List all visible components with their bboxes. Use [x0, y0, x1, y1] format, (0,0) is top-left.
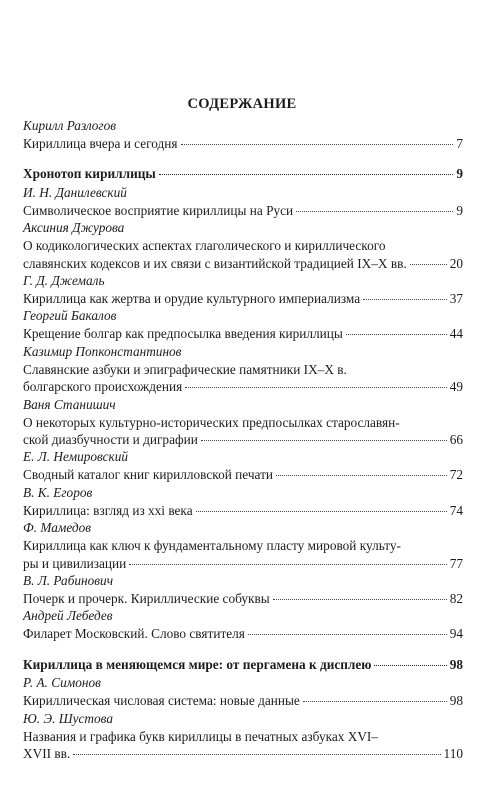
toc-entry-line — [23, 625, 463, 642]
section-title: Хронотоп кириллицы — [23, 166, 156, 182]
page-number: 49 — [449, 379, 463, 395]
entry-title: Кириллица как ключ к фундаментальному пласту мировой культу- — [23, 538, 401, 554]
page-number: 20 — [449, 255, 463, 271]
page-number: 44 — [449, 326, 463, 342]
entry-title: Названия и графика букв кириллицы в печатных азбуках XVI– — [23, 728, 379, 744]
entry-title: Символическое восприятие кириллицы на Руси — [23, 202, 294, 218]
page-number: 77 — [449, 555, 463, 571]
entry-title: Кириллица вчера и сегодня — [23, 136, 178, 151]
toc-author: Кирилл Разлогов — [23, 118, 117, 133]
page-number: 9 — [456, 202, 463, 218]
entry-title: Кириллица: взгляд из xxi века — [23, 502, 193, 518]
dot-leader — [248, 634, 447, 635]
dot-leader — [374, 665, 446, 666]
dot-leader — [129, 564, 446, 565]
dot-leader — [273, 599, 447, 600]
toc-entry-line — [23, 502, 463, 519]
dot-leader — [276, 475, 447, 476]
entry-title: ской диазбучности и диграфии — [23, 432, 198, 447]
toc-section-entry — [23, 656, 463, 673]
toc-author: Е. Л. Немировский — [23, 449, 129, 465]
toc-author: Андрей Лебедев — [23, 608, 113, 624]
dot-leader — [201, 440, 447, 441]
dot-leader — [73, 754, 440, 755]
toc-entry-line — [23, 555, 463, 572]
toc-author: Казимир Попконстантинов — [23, 343, 182, 359]
entry-title: Филарет Московский. Слово святителя — [23, 626, 245, 642]
entry-title: О кодикологических аспектах глаголического и кириллического — [23, 238, 386, 254]
toc-entry-line — [23, 325, 463, 342]
entry-title: О некоторых культурно-исторических предпосылках старославян- — [23, 414, 400, 430]
page-number: 66 — [449, 432, 463, 447]
dot-leader — [196, 511, 447, 512]
toc-entry-line — [23, 135, 463, 152]
toc-entry-line — [23, 202, 463, 219]
toc-author: Георгий Бакалов — [23, 308, 117, 324]
page-number: 98 — [449, 656, 463, 672]
entry-title: славянских кодексов и их связи с византийской традицией IX–X вв. — [23, 255, 407, 271]
entry-title: болгарского происхождения — [23, 379, 183, 395]
toc-entry-line — [23, 290, 463, 307]
page-number: 98 — [449, 693, 463, 709]
page-number: 37 — [449, 291, 463, 306]
toc-author: Ю. Э. Шустова — [23, 710, 113, 726]
toc-section-entry — [23, 165, 463, 182]
page-number: 74 — [449, 502, 463, 518]
toc-author: Ваня Станишич — [23, 396, 116, 412]
toc-entry-line — [23, 590, 463, 607]
page-number: 9 — [456, 166, 463, 182]
toc-author: Г. Д. Джемаль — [23, 273, 105, 288]
section-title: Кириллица в меняющемся мире: от пергамена к дисплею — [23, 656, 372, 672]
toc-entry-line — [23, 378, 463, 395]
entry-title: Крещение болгар как предпосылка введения кириллицы — [23, 326, 343, 342]
dot-leader — [410, 264, 447, 265]
toc-author: И. Н. Данилевский — [23, 184, 127, 200]
toc-author: В. Л. Рабинович — [23, 573, 114, 588]
dot-leader — [296, 211, 453, 212]
page-number: 82 — [449, 591, 463, 606]
toc-author: Р. А. Симонов — [23, 675, 101, 691]
toc-entry-line — [23, 255, 463, 272]
entry-title: XVII вв. — [23, 746, 71, 761]
dot-leader — [185, 387, 446, 388]
toc-author: Ф. Мамедов — [23, 520, 92, 536]
dot-leader — [346, 334, 447, 335]
toc-author: В. К. Егоров — [23, 484, 93, 500]
toc-entry-line — [23, 745, 463, 762]
toc-entry-line — [23, 692, 463, 709]
dot-leader — [303, 701, 447, 702]
entry-title: Кириллица как жертва и орудие культурного империализма — [23, 291, 361, 306]
page-number: 94 — [449, 626, 463, 642]
dot-leader — [363, 299, 447, 300]
entry-title: ры и цивилизации — [23, 555, 127, 571]
entry-title: Сводный каталог книг кирилловской печати — [23, 467, 274, 483]
dot-leader — [181, 144, 454, 145]
entry-title: Кириллическая числовая система: новые данные — [23, 693, 300, 709]
page-number: 110 — [443, 746, 463, 761]
toc-author: Аксиния Джурова — [23, 220, 125, 236]
page-number: 72 — [449, 467, 463, 483]
page-title: СОДЕРЖАНИЕ — [187, 96, 297, 112]
entry-title: Славянские азбуки и эпиграфические памятники IX–X в. — [23, 361, 347, 377]
toc-entry-line — [23, 466, 463, 483]
page-number: 7 — [456, 136, 463, 151]
dot-leader — [159, 174, 454, 175]
entry-title: Почерк и прочерк. Кириллические собуквы — [23, 591, 270, 606]
toc-entry-line — [23, 431, 463, 448]
